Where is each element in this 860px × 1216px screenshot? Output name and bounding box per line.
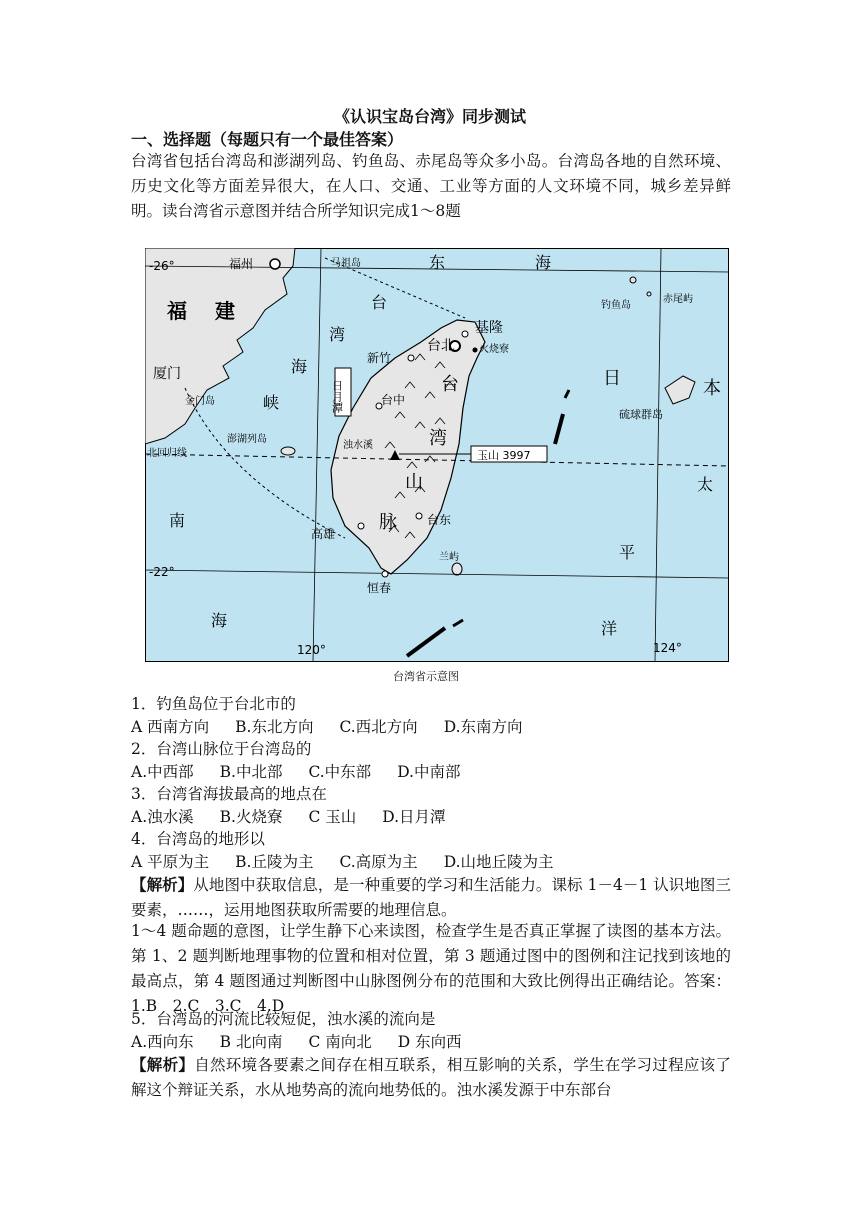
label-gaoxiong: 高雄 — [311, 527, 336, 541]
tropic-label: 北回归线 — [147, 448, 187, 459]
lat-22-label: -22° — [149, 565, 175, 579]
label-fuzhou: 福州 — [229, 257, 254, 271]
lat-26-label: -26° — [149, 259, 175, 273]
mountain-2: 湾 — [429, 428, 447, 449]
analysis-2-tag: 【解析】 — [131, 1055, 195, 1074]
strait-2: 湾 — [329, 325, 346, 344]
label-lanyu: 兰屿 — [439, 552, 459, 563]
south-sea-2: 海 — [211, 611, 228, 630]
label-xiamen: 厦门 — [153, 366, 181, 382]
q5-option-c: C 南向北 — [308, 1033, 372, 1051]
pacific-1: 太 — [697, 475, 714, 494]
label-taidong: 台东 — [427, 513, 452, 527]
pacific-2: 平 — [619, 543, 636, 562]
q2-option-a: A.中西部 — [131, 763, 194, 781]
q1-option-b: B.东北方向 — [235, 718, 314, 736]
strait-1: 台 — [371, 293, 388, 312]
q2-option-c: C.中东部 — [308, 763, 372, 781]
label-ryukyu: 硫球群岛 — [619, 408, 663, 421]
label-zhuoshuixi: 浊水溪 — [343, 440, 373, 451]
q5-options — [131, 1030, 488, 1052]
label-jinmen: 金门岛 — [185, 396, 215, 407]
taiwan-map — [145, 248, 729, 662]
label-fujian-1: 福 — [167, 299, 187, 323]
q4-option-a: A 平原为主 — [131, 853, 210, 871]
q1-stem: 1．钓鱼岛位于台北市的 — [131, 695, 296, 713]
q2-option-d: D.中南部 — [397, 763, 461, 781]
analysis-1-text: 从地图中获取信息，是一种重要的学习和生活能力。课标 1－4－1 认识地图三要素，……，运用地图获取所需要的地理信息。 — [131, 876, 731, 919]
lon-124-label: 124° — [653, 641, 682, 655]
q1-option-a: A 西南方向 — [131, 718, 210, 736]
q5-option-d: D 东向西 — [397, 1033, 462, 1051]
lon-120-label: 120° — [297, 643, 326, 657]
label-taipei: 台北 — [427, 338, 455, 354]
q4-option-d: D.山地丘陵为主 — [443, 853, 554, 871]
japan-2: 本 — [703, 378, 721, 399]
map-caption: 台湾省示意图 — [393, 670, 459, 683]
q4-option-b: B.丘陵为主 — [235, 853, 314, 871]
label-taizhong: 台中 — [381, 393, 406, 407]
q1-option-c: C.西北方向 — [339, 718, 418, 736]
q1-options — [131, 715, 549, 737]
section-heading: 一、选择题（每题只有一个最佳答案） — [131, 130, 404, 149]
label-xinzhu: 新竹 — [367, 351, 392, 365]
analysis-2 — [131, 1052, 731, 1103]
q3-options — [131, 805, 472, 827]
label-penghu: 澎湖列岛 — [227, 434, 267, 445]
analysis-2-text: 自然环境各要素之间存在相互联系，相互影响的关系，学生在学习过程应该了解这个辩证关系，水从地势高的流向地势低的。浊水溪发源于中东部台 — [131, 1056, 731, 1099]
label-fujian-2: 建 — [215, 299, 235, 323]
mountain-3: 山 — [405, 472, 423, 493]
analysis-1-detail: 1～4 题命题的意图，让学生静下心来读图，检查学生是否真正掌握了读图的基本方法。第 1、2 题判断地理事物的位置和相对位置，第 3 题通过图中的图例和注记找到该地的最高点，第 4 题图通过判断图中山脉图例分布的范围和大致比例得出正确结论。答案：1.B 2.C 3.C 4.D — [131, 922, 731, 1015]
strait-4: 峡 — [263, 393, 280, 412]
q2-option-b: B.中北部 — [219, 763, 283, 781]
q2-options — [131, 760, 487, 782]
pacific-3: 洋 — [601, 619, 618, 638]
q4-options — [131, 850, 580, 872]
label-chiwei: 赤尾屿 — [663, 294, 693, 305]
page-title: 《认识宝岛台湾》同步测试 — [333, 107, 526, 126]
south-sea-1: 南 — [169, 511, 186, 530]
mountain-4: 脉 — [379, 512, 397, 533]
label-riyuetan: 日月潭 — [330, 380, 344, 413]
mountain-1: 台 — [441, 374, 459, 395]
analysis-1-tag: 【解析】 — [131, 875, 194, 894]
q4-stem: 4．台湾岛的地形以 — [131, 830, 265, 848]
analysis-1 — [131, 872, 731, 923]
label-hengchun: 恒春 — [367, 581, 392, 595]
japan-1: 日 — [603, 368, 621, 389]
east-sea-2: 海 — [535, 253, 552, 272]
label-mazu: 马祖岛 — [331, 258, 361, 269]
q3-option-a: A.浊水溪 — [131, 808, 194, 826]
label-huoshaoliao: 火烧寮 — [479, 344, 509, 355]
q5-option-a: A.西向东 — [131, 1033, 194, 1051]
q2-stem: 2．台湾山脉位于台湾岛的 — [131, 740, 312, 758]
q3-option-c: C 玉山 — [308, 808, 357, 826]
q5-option-b: B 北向南 — [219, 1033, 283, 1051]
q3-stem: 3．台湾省海拔最高的地点在 — [131, 785, 327, 803]
label-diaoyu: 钓鱼岛 — [601, 300, 631, 311]
label-jilong: 基隆 — [475, 320, 503, 336]
strait-3: 海 — [291, 357, 308, 376]
q5-stem: 5．台湾岛的河流比较短促，浊水溪的流向是 — [131, 1010, 436, 1028]
intro-paragraph: 台湾省包括台湾岛和澎湖列岛、钓鱼岛、赤尾岛等众多小岛。台湾岛各地的自然环境、历史文化等方面差异很大，在人口、交通、工业等方面的人文环境不同，城乡差异鲜明。读台湾省示意图并结合所学知识完成1～8题 — [131, 152, 731, 220]
label-yushan: 玉山 3997 — [477, 449, 531, 462]
q3-option-d: D.日月潭 — [382, 808, 446, 826]
fuzhou-dot — [270, 259, 280, 269]
q3-option-b: B.火烧寮 — [219, 808, 283, 826]
east-sea-1: 东 — [429, 253, 446, 272]
q4-option-c: C.高原为主 — [339, 853, 418, 871]
q1-option-d: D.东南方向 — [443, 718, 523, 736]
